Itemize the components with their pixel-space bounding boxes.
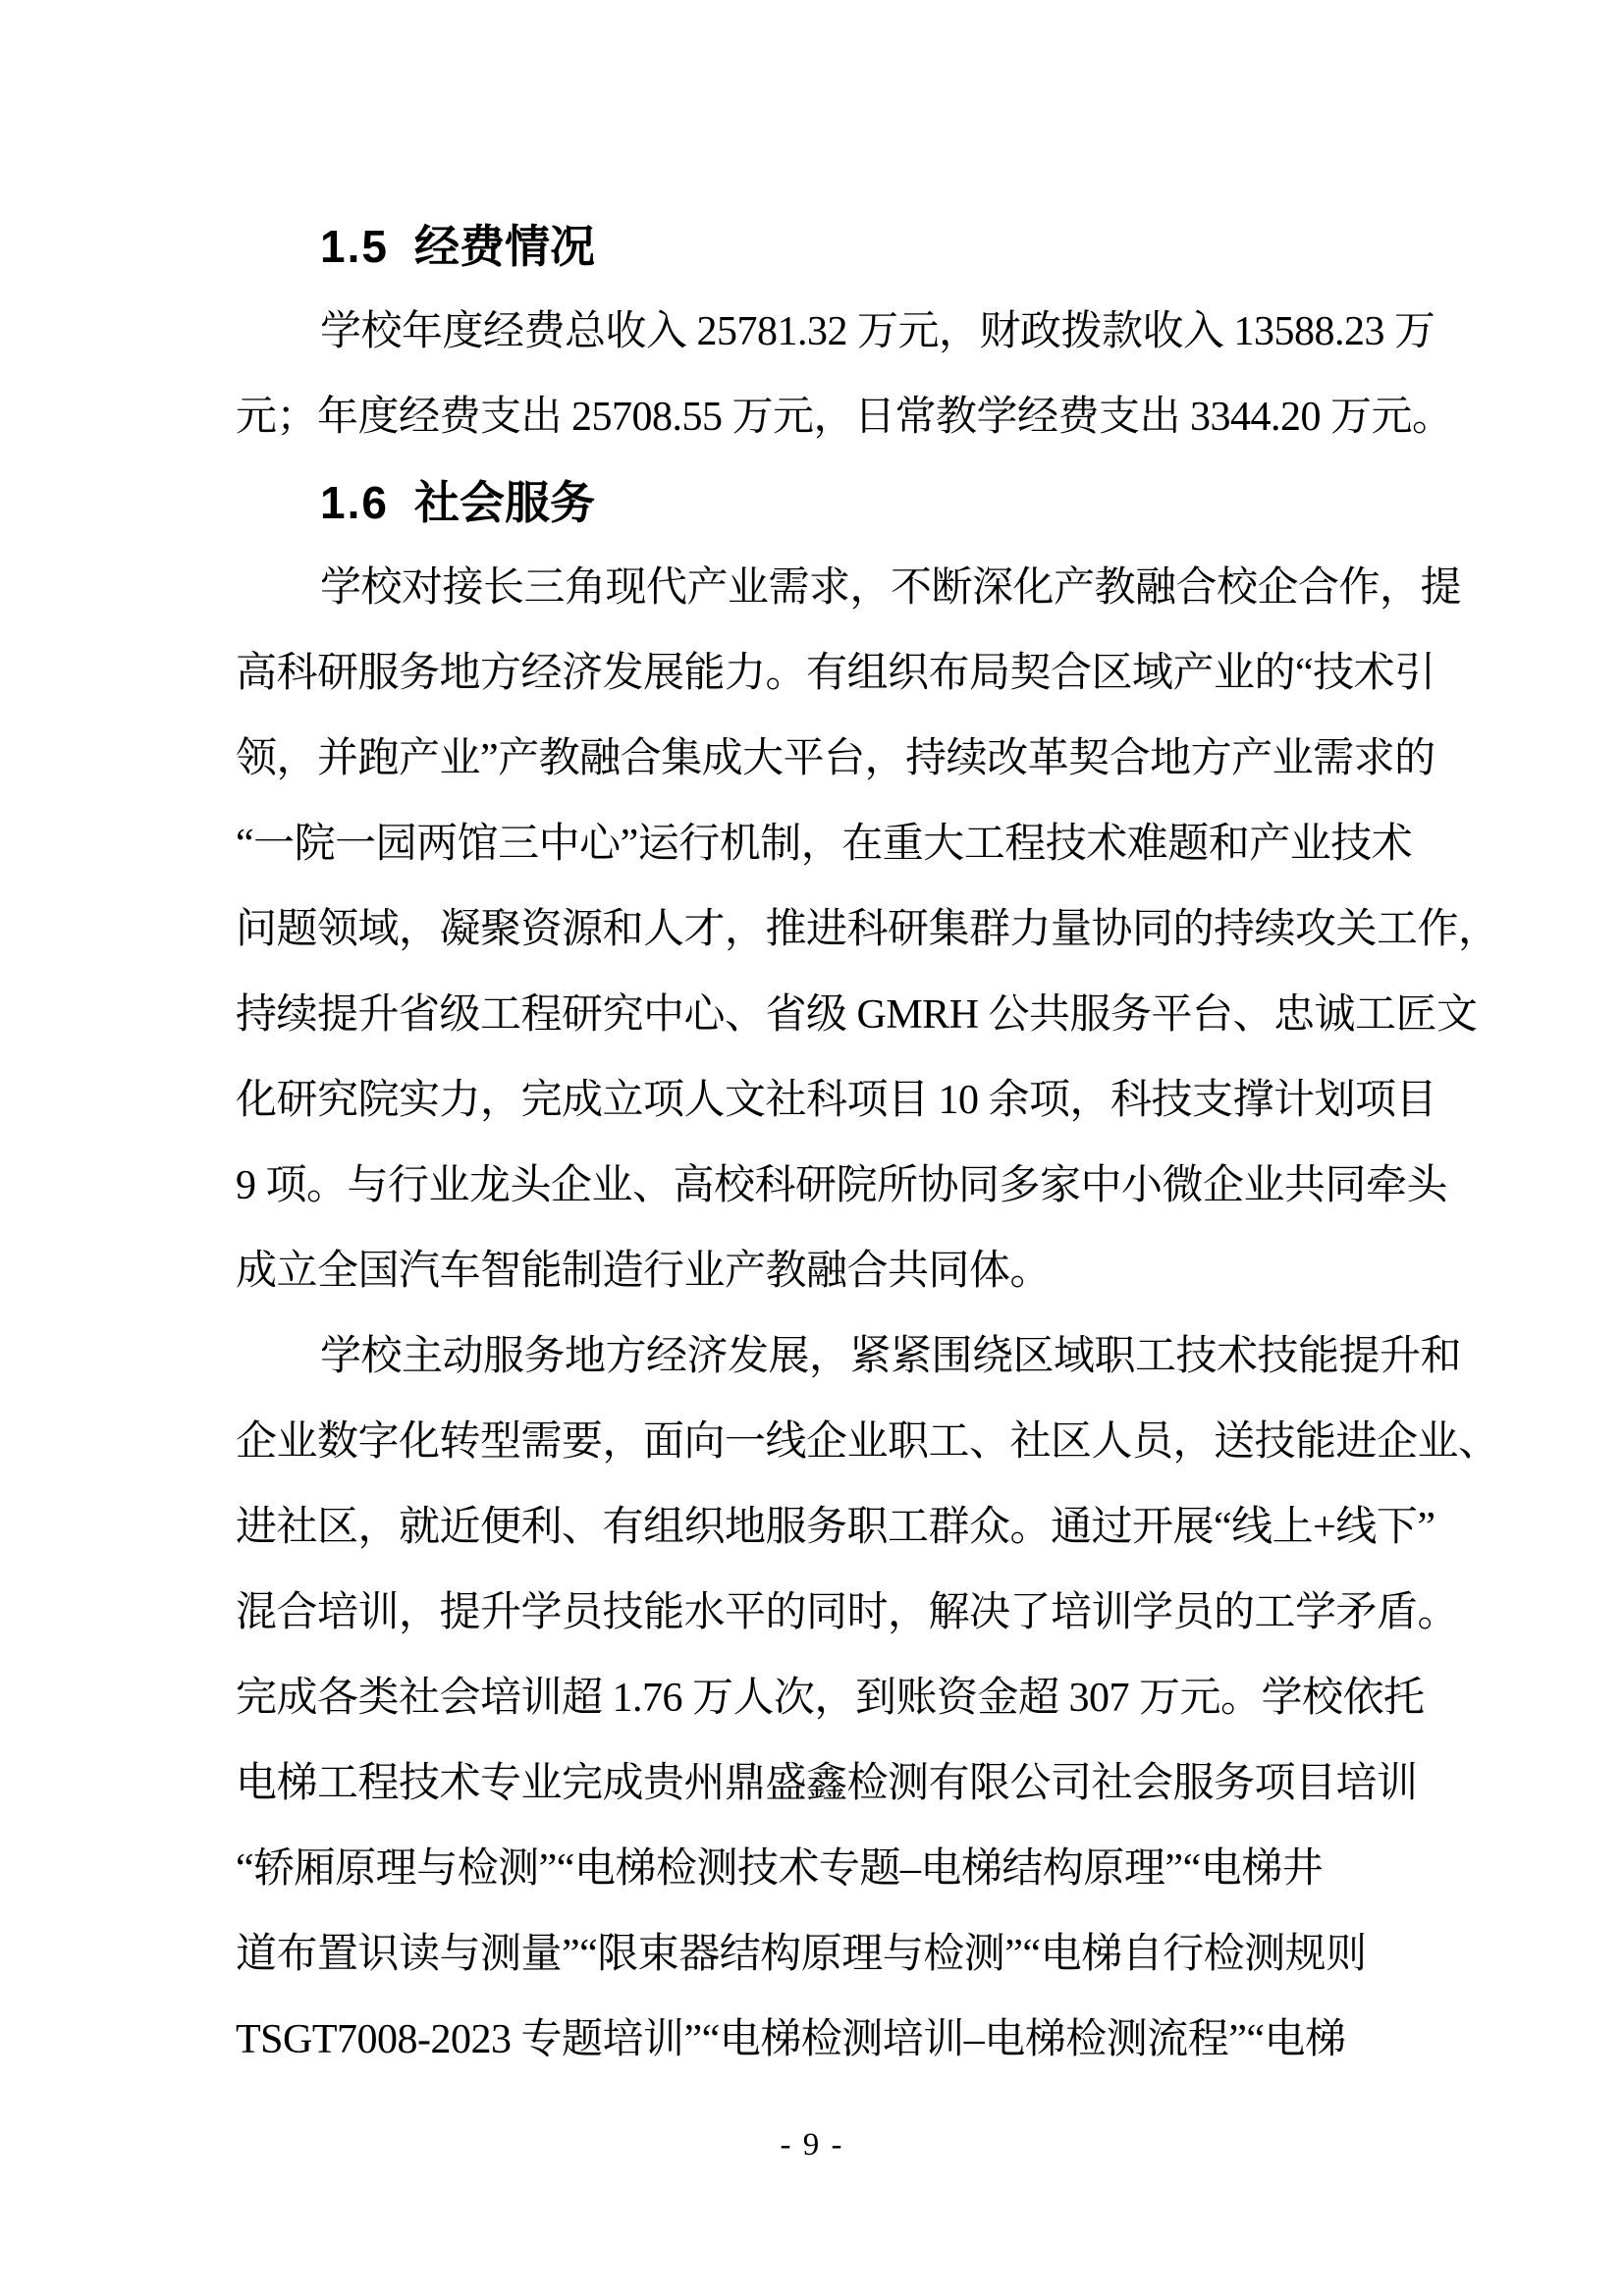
document-content bbox=[236, 204, 1499, 2083]
text-line: 道布置识读与测量”“限束器结构原理与检测”“电梯自行检测规则 bbox=[236, 1932, 1367, 1977]
text-line: 元；年度经费支出 25708.55 万元，日常教学经费支出 3344.20 万元。 bbox=[236, 395, 1453, 440]
section-heading-social-service bbox=[236, 460, 1384, 546]
text-line: 进社区，就近便利、有组织地服务职工群众。通过开展“线上+线下” bbox=[236, 1505, 1435, 1550]
text-line: “轿厢原理与检测”“电梯检测技术专题–电梯结构原理”“电梯井 bbox=[236, 1846, 1324, 1892]
section-number: 1.6 bbox=[320, 477, 389, 528]
text-line: TSGT7008-2023 专题培训”“电梯检测培训–电梯检测流程”“电梯 bbox=[236, 2017, 1346, 2062]
text-line: 化研究院实力，完成立项人文社科项目 10 余项，科技支撑计划项目 bbox=[236, 1078, 1437, 1123]
section-social-service bbox=[236, 460, 1499, 2083]
paragraph bbox=[236, 1314, 1499, 2083]
text-line: 混合培训，提升学员技能水平的同时，解决了培训学员的工学矛盾。 bbox=[236, 1590, 1459, 1635]
section-title: 社会服务 bbox=[413, 477, 595, 528]
section-number: 1.5 bbox=[320, 221, 389, 272]
text-line: 学校对接长三角现代产业需求，不断深化产教融合校企合作，提 bbox=[320, 565, 1462, 611]
text-line: 领，并跑产业”产教融合集成大平台，持续改革契合地方产业需求的 bbox=[236, 736, 1435, 781]
text-line: 持续提升省级工程研究中心、省级 GMRH 公共服务平台、忠诚工匠文 bbox=[236, 992, 1478, 1038]
text-line: 高科研服务地方经济发展能力。有组织布局契合区域产业的“技术引 bbox=[236, 651, 1435, 696]
text-line: 问题领域，凝聚资源和人才，推进科研集群力量协同的持续攻关工作， bbox=[236, 907, 1499, 952]
paragraph bbox=[236, 546, 1499, 1314]
text-line: 学校年度经费总收入 25781.32 万元，财政拨款收入 13588.23 万 bbox=[320, 309, 1435, 354]
text-line: 学校主动服务地方经济发展，紧紧围绕区域职工技术技能提升和 bbox=[320, 1334, 1462, 1379]
text-line: 企业数字化转型需要，面向一线企业职工、社区人员，送技能进企业、 bbox=[236, 1419, 1499, 1465]
section-funding bbox=[236, 204, 1453, 460]
text-line: “一院一园两馆三中心”运行机制，在重大工程技术难题和产业技术 bbox=[236, 822, 1413, 867]
text-line: 完成各类社会培训超 1.76 万人次，到账资金超 307 万元。学校依托 bbox=[236, 1676, 1425, 1721]
text-line: 成立全国汽车智能制造行业产教融合共同体。 bbox=[236, 1249, 1052, 1294]
section-title: 经费情况 bbox=[413, 221, 595, 272]
text-line: 电梯工程技术专业完成贵州鼎盛鑫检测有限公司社会服务项目培训 bbox=[236, 1761, 1418, 1806]
section-heading-funding bbox=[236, 204, 1384, 290]
page-number: - 9 - bbox=[780, 2127, 844, 2163]
text-line: 9 项。与行业龙头企业、高校科研院所协同多家中小微企业共同牵头 bbox=[236, 1163, 1448, 1208]
